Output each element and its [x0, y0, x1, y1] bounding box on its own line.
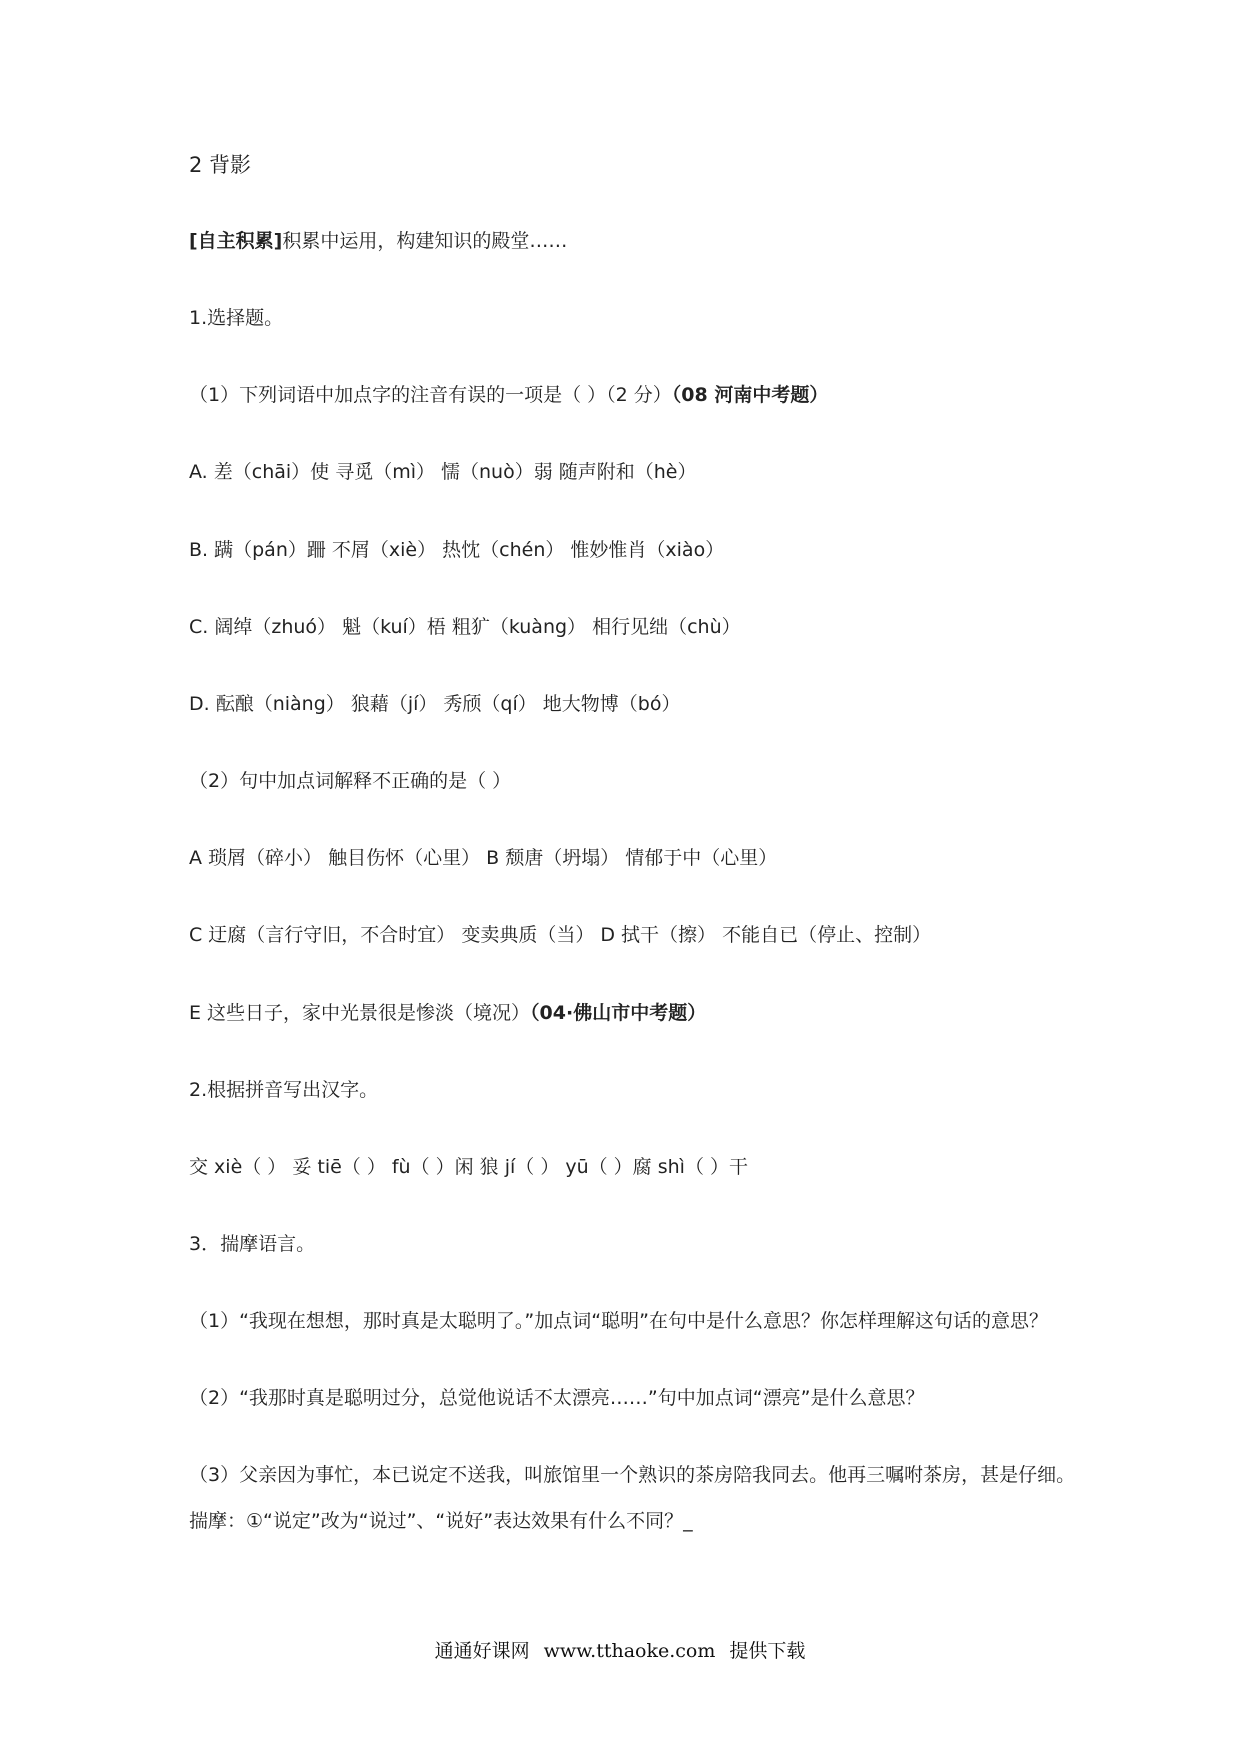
- section-subtitle: 积累中运用，构建知识的殿堂……: [282, 230, 568, 252]
- footer-site-name: 通通好课网: [434, 1640, 530, 1662]
- footer-suffix: 提供下载: [729, 1640, 806, 1662]
- option-e-text: E 这些日子，家中光景很是惨淡（境况）: [189, 1002, 531, 1024]
- question-3-3: （3）父亲因为事忙，本已说定不送我，叫旅馆里一个熟识的茶房陪我同去。他再三嘱咐茶房，甚是仔细。: [189, 1464, 1076, 1486]
- question-3-1: （1）“我现在想想，那时真是太聪明了。”加点词“聪明”在句中是什么意思？你怎样理解这句话的意思？: [189, 1310, 1048, 1332]
- page-footer: [0, 1636, 1240, 1663]
- question-1-1-text: （1）下列词语中加点字的注音有误的一项是（ ）（2 分）: [189, 384, 672, 406]
- option-a: A. 差（chāi）使 寻觅（mì） 懦（nuò）弱 随声附和（hè）: [189, 461, 697, 483]
- question-1-2-options-cd: C 迂腐（言行守旧，不合时宜） 变卖典质（当） D 拭干（擦） 不能自已（停止、控制）: [189, 924, 932, 946]
- option-c: C. 阔绰（zhuó） 魁（kuí）梧 粗犷（kuàng） 相行见绌（chù）: [189, 616, 741, 638]
- question-1-1-source: （08 河南中考题）: [671, 384, 829, 406]
- footer-url[interactable]: www.tthaoke.com: [543, 1640, 716, 1662]
- option-b: B. 蹒（pán）跚 不屑（xiè） 热忱（chén） 惟妙惟肖（xiào）: [189, 539, 725, 561]
- question-3-heading: 3．揣摩语言。: [189, 1233, 316, 1255]
- question-1-1: [189, 382, 1189, 408]
- document-title: 2 背影: [189, 153, 252, 177]
- question-2-heading: 2.根据拼音写出汉字。: [189, 1079, 379, 1101]
- question-1-2-options-ab: A 琐屑（碎小） 触目伤怀（心里） B 颓唐（坍塌） 情郁于中（心里）: [189, 847, 778, 869]
- question-1-2-source: （04·佛山市中考题）: [530, 1002, 707, 1024]
- question-1-2: （2）句中加点词解释不正确的是（ ）: [189, 770, 512, 792]
- question-3-2: （2）“我那时真是聪明过分，总觉他说话不太漂亮……”句中加点词“漂亮”是什么意思？: [189, 1387, 925, 1409]
- section-heading: [189, 228, 1189, 254]
- option-d: D. 酝酿（niàng） 狼藉（jí） 秀颀（qí） 地大物博（bó）: [189, 693, 681, 715]
- section-label: [自主积累]: [189, 230, 283, 252]
- question-2-items: 交 xiè（ ） 妥 tiē（ ） fù（ ）闲 狼 jí（ ） yū（ ）腐 shì（ ）干: [189, 1156, 748, 1178]
- question-3-3-analysis: 揣摩：①“说定”改为“说过”、“说好”表达效果有什么不同？_: [189, 1510, 693, 1532]
- question-1-2-option-e: [189, 1000, 1189, 1026]
- question-1-heading: 1.选择题。: [189, 307, 284, 329]
